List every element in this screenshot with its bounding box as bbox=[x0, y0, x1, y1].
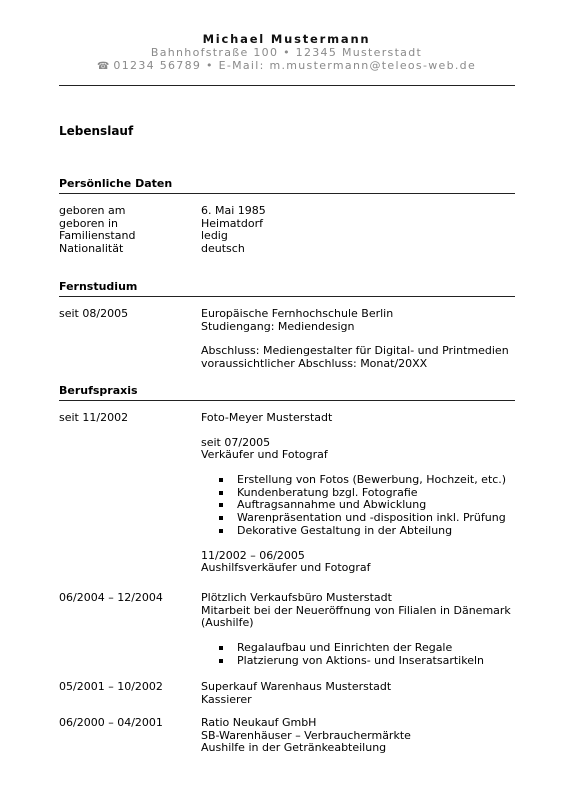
section-heading-study: Fernstudium bbox=[59, 280, 515, 297]
study-period: seit 08/2005 bbox=[59, 307, 129, 320]
study-school: Europäische Fernhochschule Berlin bbox=[201, 307, 394, 320]
value-nationality: deutsch bbox=[201, 241, 245, 255]
label-birthdate: geboren am bbox=[59, 204, 126, 217]
applicant-name: Michael Mustermann bbox=[202, 32, 371, 46]
study-entry bbox=[59, 308, 515, 372]
section-heading-career: Berufspraxis bbox=[59, 384, 515, 401]
page-title: Lebenslauf bbox=[59, 124, 134, 138]
job-entry bbox=[59, 681, 515, 709]
task-list bbox=[201, 642, 521, 668]
job-details bbox=[201, 592, 521, 667]
job-subperiod: seit 07/2005 bbox=[201, 435, 271, 449]
job-entry bbox=[59, 717, 515, 757]
job-period: 06/2004 – 12/2004 bbox=[59, 591, 163, 604]
bullet-icon bbox=[219, 503, 223, 507]
bullet-icon bbox=[219, 529, 223, 533]
study-details bbox=[201, 308, 521, 370]
job-role-note: (Aushilfe) bbox=[201, 616, 254, 630]
job-role: Verkäufer und Fotograf bbox=[201, 448, 328, 462]
label-marital-status: Familienstand bbox=[59, 229, 136, 243]
job-company: Foto-Meyer Musterstadt bbox=[201, 411, 333, 424]
task-text: Kundenberatung bzgl. Fotografie bbox=[237, 485, 418, 499]
task-text: Regalaufbau und Einrichten der Regale bbox=[237, 640, 453, 654]
contact-text: 01234 56789 • E-Mail: m.mustermann@teleos-web.de bbox=[113, 59, 477, 72]
header-divider bbox=[59, 85, 515, 86]
applicant-address: Bahnhofstraße 100 • 12345 Musterstadt bbox=[150, 46, 423, 59]
value-marital-status: ledig bbox=[201, 229, 228, 243]
label-birthplace: geboren in bbox=[59, 216, 119, 230]
task-text: Dekorative Gestaltung in der Abteilung bbox=[237, 523, 453, 537]
study-course: Studiengang: Mediendesign bbox=[201, 319, 355, 333]
list-item bbox=[201, 655, 521, 668]
job-period: seit 11/2002 bbox=[59, 411, 129, 424]
job-entry bbox=[59, 592, 515, 672]
job-role: Aushilfe in der Getränkeabteilung bbox=[201, 741, 387, 755]
job-details bbox=[201, 717, 521, 755]
label-nationality: Nationalität bbox=[59, 241, 124, 255]
job-period: 05/2001 – 10/2002 bbox=[59, 680, 163, 693]
job-details bbox=[201, 412, 521, 575]
value-birthplace: Heimatdorf bbox=[201, 216, 263, 230]
phone-icon: ☎ bbox=[96, 61, 110, 72]
task-text: Auftragsannahme und Abwicklung bbox=[237, 498, 427, 512]
bullet-icon bbox=[219, 646, 223, 650]
job-details bbox=[201, 681, 521, 706]
task-list bbox=[201, 474, 521, 538]
personal-values bbox=[201, 205, 521, 255]
bullet-icon bbox=[219, 659, 223, 663]
personal-data-block bbox=[59, 205, 515, 257]
section-heading-personal: Persönliche Daten bbox=[59, 177, 515, 194]
value-birthdate: 6. Mai 1985 bbox=[201, 204, 266, 217]
task-text: Erstellung von Fotos (Bewerbung, Hochzeit, etc.) bbox=[237, 472, 507, 486]
study-degree: Abschluss: Mediengestalter für Digital- und Printmedien bbox=[201, 344, 509, 358]
job-company: Ratio Neukauf GmbH bbox=[201, 716, 317, 729]
job-entry bbox=[59, 412, 515, 580]
study-expected: voraussichtlicher Abschluss: Monat/20XX bbox=[201, 356, 428, 370]
personal-labels bbox=[59, 205, 199, 255]
job-role: Aushilfsverkäufer und Fotograf bbox=[201, 561, 371, 575]
job-subperiod: 11/2002 – 06/2005 bbox=[201, 548, 305, 562]
task-text: Warenpräsentation und -disposition inkl. Prüfung bbox=[237, 511, 506, 525]
bullet-icon bbox=[219, 516, 223, 520]
job-role: Mitarbeit bei der Neueröffnung von Filialen in Dänemark bbox=[201, 603, 511, 617]
job-period: 06/2000 – 04/2001 bbox=[59, 716, 163, 729]
job-company-type: SB-Warenhäuser – Verbrauchermärkte bbox=[201, 728, 411, 742]
bullet-icon bbox=[219, 478, 223, 482]
job-company: Superkauf Warenhaus Musterstadt bbox=[201, 680, 392, 693]
applicant-contact bbox=[0, 59, 573, 72]
job-role: Kassierer bbox=[201, 692, 252, 706]
list-item bbox=[201, 525, 521, 538]
job-company: Plötzlich Verkaufsbüro Musterstadt bbox=[201, 591, 392, 604]
task-text: Platzierung von Aktions- und Inseratsartikeln bbox=[237, 653, 485, 667]
bullet-icon bbox=[219, 491, 223, 495]
